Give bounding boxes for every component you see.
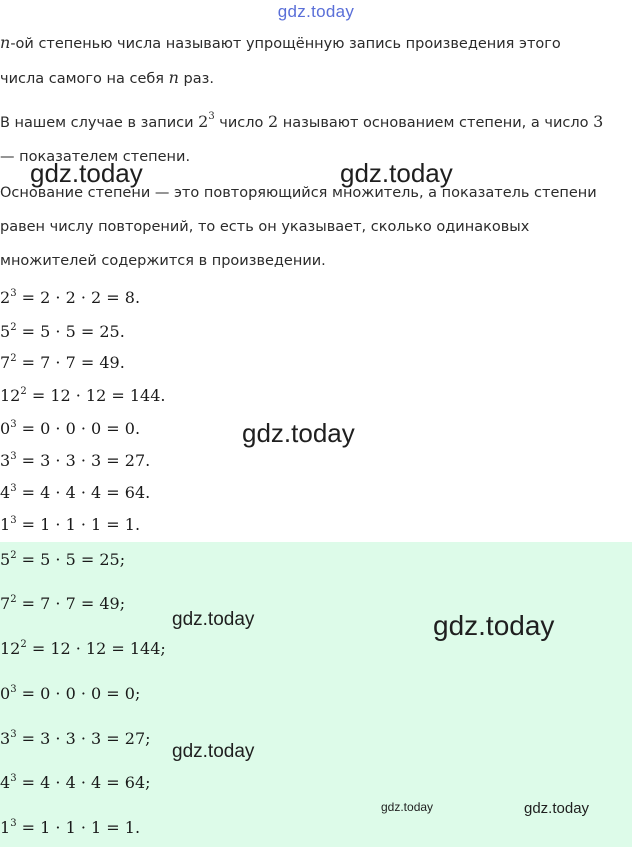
example-row: $12^2 = 12 \cdot 12 = 144$. xyxy=(0,386,166,405)
answer-row: $0^3 = 0 \cdot 0 \cdot 0 = 0$; xyxy=(0,684,141,703)
var-n: n xyxy=(0,33,11,52)
example-row: $0^3 = 0 \cdot 0 \cdot 0 = 0$. xyxy=(0,419,141,438)
watermark: gdz.today xyxy=(340,158,453,188)
watermark: gdz.today xyxy=(242,418,355,448)
site-logo[interactable]: gdz.today xyxy=(277,2,355,21)
example-row: $7^2 = 7 \cdot 7 = 49$. xyxy=(0,353,125,372)
paragraph-example: В нашем случае в записи $2^3$ число 2 называют основанием степени, а число 3 — показателем степени. xyxy=(0,111,604,165)
answer-row: $12^2 = 12 \cdot 12 = 144$; xyxy=(0,639,166,658)
example-row: $2^3 = 2 \cdot 2 \cdot 2 = 8$. xyxy=(0,288,141,307)
answer-row: $4^3 = 4 \cdot 4 \cdot 4 = 64$; xyxy=(0,773,151,792)
watermark: gdz.today xyxy=(30,158,143,188)
watermark: gdz.today xyxy=(433,610,555,641)
example-row: $4^3 = 4 \cdot 4 \cdot 4 = 64$. xyxy=(0,483,151,502)
watermark: gdz.today xyxy=(172,609,255,630)
answer-row: $7^2 = 7 \cdot 7 = 49$; xyxy=(0,594,126,613)
answer-row: $1^3 = 1 \cdot 1 \cdot 1 = 1$. xyxy=(0,818,141,837)
example-row: $5^2 = 5 \cdot 5 = 25$. xyxy=(0,322,125,341)
watermark: gdz.today xyxy=(524,800,590,817)
watermark: gdz.today xyxy=(381,800,434,814)
answer-row: $5^2 = 5 \cdot 5 = 25$; xyxy=(0,550,126,569)
example-row: $1^3 = 1 \cdot 1 \cdot 1 = 1$. xyxy=(0,515,141,534)
paragraph-explanation: Основание степени — это повторяющийся множитель, а показатель степени равен числу повторений, то есть он указывает, сколько одинаковых множителей содержится в произведении. xyxy=(0,185,597,269)
watermark: gdz.today xyxy=(172,741,255,762)
answer-row: $3^3 = 3 \cdot 3 \cdot 3 = 27$; xyxy=(0,729,151,748)
example-row: $3^3 = 3 \cdot 3 \cdot 3 = 27$. xyxy=(0,451,151,470)
paragraph-definition: n-ой степенью числа называют упрощённую запись произведения этого числа самого на себя n раз. xyxy=(0,33,561,87)
